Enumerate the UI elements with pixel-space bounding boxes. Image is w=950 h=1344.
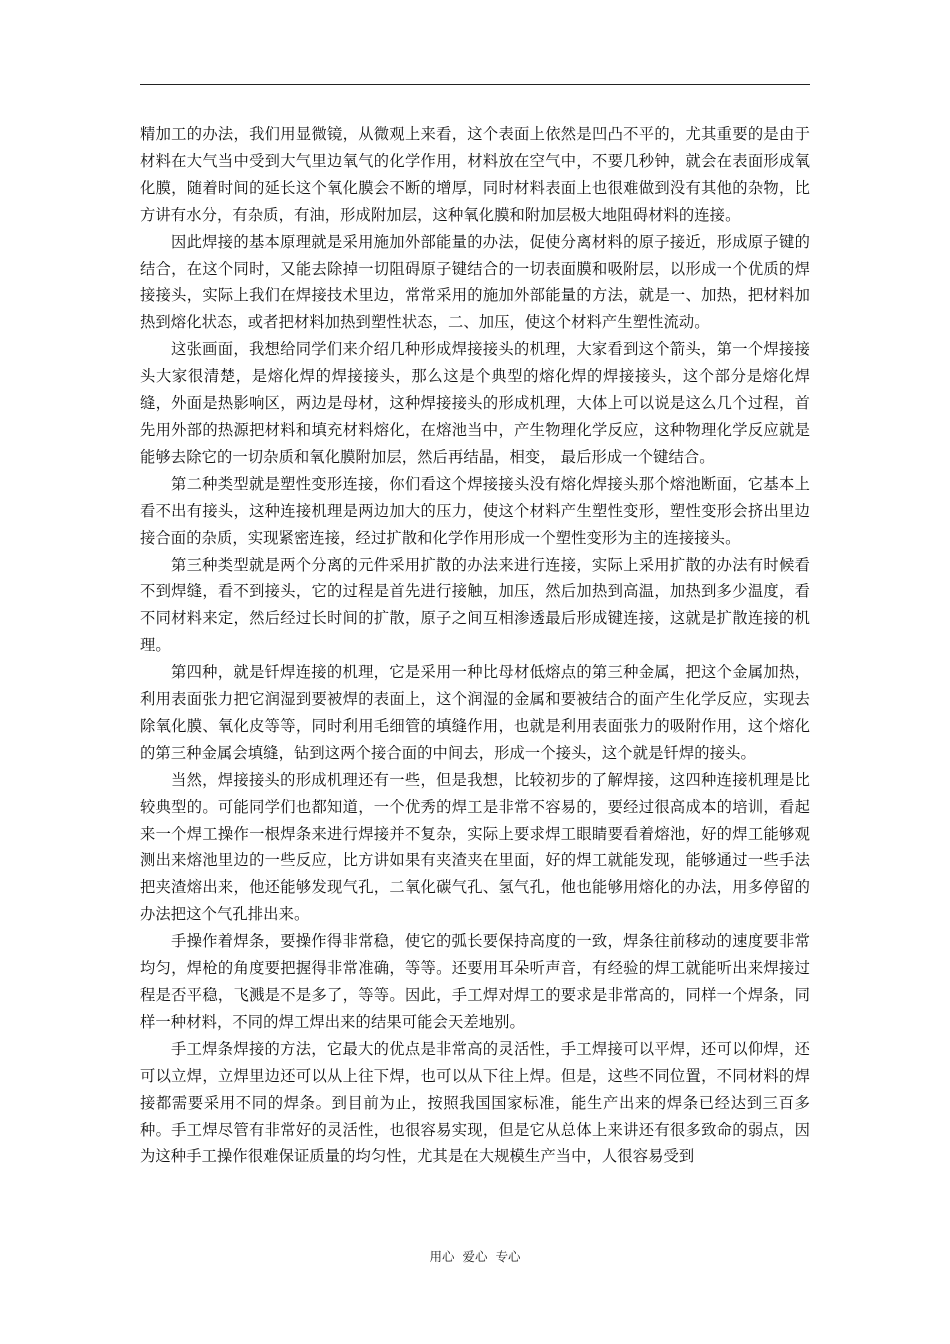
- paragraph-3: 这张画面，我想给同学们来介绍几种形成焊接接头的机理，大家看到这个箭头，第一个焊接接头大家很清楚，是熔化焊的焊接接头，那么这是个典型的熔化焊的焊接接头，这个部分是熔化焊缝，外面是热影响区，两边是母材，这种焊接接头的形成机理，大体上可以说是这么几个过程，首先用外部的热源把材料和填充材料熔化，在熔池当中，产生物理化学反应，这种物理化学反应就是能够去除它的一切杂质和氧化膜附加层，然后再结晶，相变， 最后形成一个键结合。: [140, 340, 810, 466]
- paragraph-8: 手操作着焊条，要操作得非常稳，使它的弧长要保持高度的一致，焊条往前移动的速度要非常均匀，焊枪的角度要把握得非常准确，等等。还要用耳朵听声音，有经验的焊工就能听出来焊接过程是否平稳，飞溅是不是多了，等等。因此，手工焊对焊工的要求是非常高的，同样一个焊条，同样一种材料，不同的焊工焊出来的结果可能会天差地别。: [140, 932, 810, 1031]
- paragraph-5: 第三种类型就是两个分离的元件采用扩散的办法来进行连接，实际上采用扩散的办法有时候看不到焊缝，看不到接头，它的过程是首先进行接触，加压，然后加热到高温，加热到多少温度，看不同材料来定，然后经过长时间的扩散，原子之间互相渗透最后形成键连接，这就是扩散连接的机理。: [140, 555, 810, 655]
- paragraph-6: 第四种，就是钎焊连接的机理，它是采用一种比母材低熔点的第三种金属，把这个金属加热，利用表面张力把它润湿到要被焊的表面上，这个润湿的金属和要被结合的面产生化学反应，实现去除氧化膜、氧化皮等等，同时利用毛细管的填缝作用，也就是利用表面张力的吸附作用，这个熔化的第三种金属会填缝，钻到这两个接合面的中间去，形成一个接头，这个就是钎焊的接头。: [140, 663, 810, 762]
- paragraph-9: 手工焊条焊接的方法，它最大的优点是非常高的灵活性，手工焊接可以平焊，还可以仰焊，还可以立焊，立焊里边还可以从上往下焊，也可以从下往上焊。但是，这些不同位置，不同材料的焊接都需要采用不同的焊条。到目前为止，按照我国国家标准，能生产出来的焊条已经达到三百多种。手工焊尽管有非常好的灵活性，也很容易实现，但是它从总体上来讲还有很多致命的弱点，因为这种手工操作很难保证质量的均匀性，尤其是在大规模生产当中，人很容易受到: [140, 1039, 810, 1166]
- paragraph-1: 精加工的办法，我们用显微镜，从微观上来看，这个表面上依然是凹凸不平的，尤其重要的是由于材料在大气当中受到大气里边氧气的化学作用，材料放在空气中，不要几秒钟，就会在表面形成氧化膜，随着时间的延长这个氧化膜会不断的增厚，同时材料表面上也很难做到没有其他的杂物，比方讲有水分，有杂质，有油，形成附加层，这种氧化膜和附加层极大地阻碍材料的连接。: [140, 125, 810, 224]
- page-footer: 用心 爱心 专心: [429, 1249, 521, 1264]
- header-rule: [140, 84, 810, 85]
- paragraph-4: 第二种类型就是塑性变形连接，你们看这个焊接接头没有熔化焊接头那个熔池断面，它基本上看不出有接头，这种连接机理是两边加大的压力，使这个材料产生塑性变形，塑性变形会挤出里边接合面的杂质，实现紧密连接，经过扩散和化学作用形成一个塑性变形为主的连接接头。: [140, 474, 810, 547]
- paragraph-7: 当然，焊接接头的形成机理还有一些，但是我想，比较初步的了解焊接，这四种连接机理是比较典型的。可能同学们也都知道，一个优秀的焊工是非常不容易的，要经过很高成本的培训，看起来一个焊工操作一根焊条来进行焊接并不复杂，实际上要求焊工眼睛要看着熔池，好的焊工能够观测出来熔池里边的一些反应，比方讲如果有夹渣夹在里面，好的焊工就能发现，能够通过一些手法把夹渣熔出来，他还能够发现气孔，二氧化碳气孔、氢气孔，他也能够用熔化的办法，用多停留的办法把这个气孔排出来。: [140, 770, 810, 924]
- paragraph-2: 因此焊接的基本原理就是采用施加外部能量的办法，促使分离材料的原子接近，形成原子键的结合，在这个同时，又能去除掉一切阻碍原子键结合的一切表面膜和吸附层，以形成一个优质的焊接接头，实际上我们在焊接技术里边，常常采用的施加外部能量的方法，就是一、加热，把材料加热到熔化状态，或者把材料加热到塑性状态，二、加压，使这个材料产生塑性流动。: [140, 232, 810, 332]
- document-body: [140, 121, 810, 1170]
